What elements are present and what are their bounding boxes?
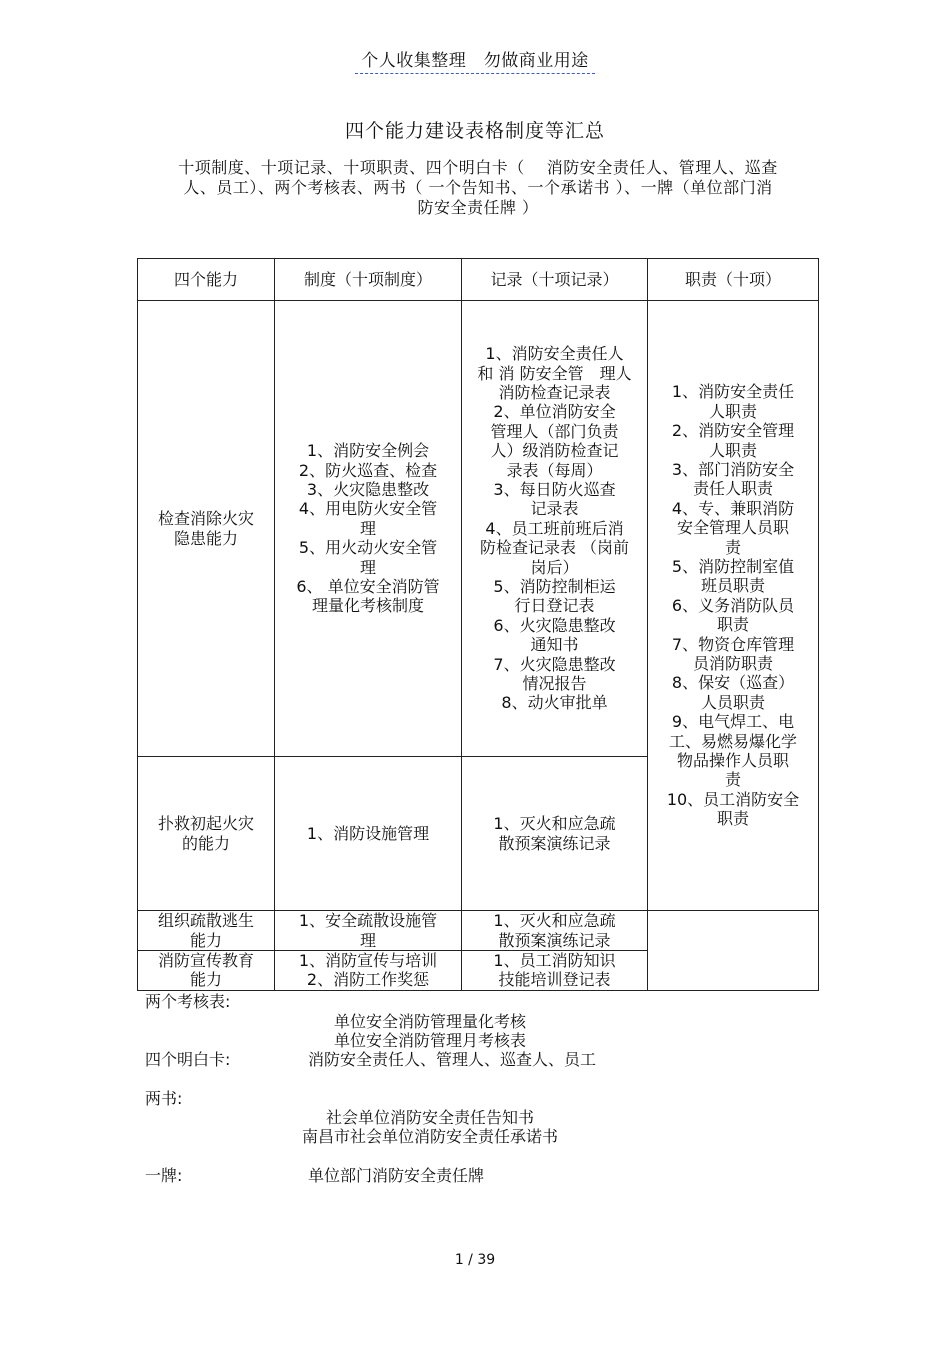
cell-line: 责	[724, 537, 741, 557]
cell-line: 人）级消防检查记	[490, 441, 619, 461]
cell-line: 消防检查记录表	[498, 382, 611, 402]
cell-line: 理量化考核制度	[311, 596, 424, 616]
header-text: 个人收集整理 勿做商业用途	[355, 51, 595, 74]
assess-label: 两个考核表:	[145, 992, 231, 1011]
cell-line: 5、消防控制柜运	[493, 577, 616, 597]
cell-line: 通知书	[530, 635, 579, 655]
capability-cell	[138, 951, 275, 991]
cell-line: 物品操作人员职	[676, 751, 789, 771]
cell-line: 检查消除火灾	[157, 509, 254, 529]
cell-line: 组织疏散逃生	[157, 911, 254, 931]
systems-cell	[275, 911, 462, 951]
cards-label: 四个明白卡:	[145, 1050, 231, 1069]
cell-line: 录表（每周）	[506, 460, 603, 480]
capability-cell	[138, 301, 275, 757]
cell-line: 理	[359, 557, 376, 577]
records-cell	[462, 757, 648, 911]
cell-line: 4、用电防火安全管	[298, 499, 438, 519]
cell-line: 情况报告	[522, 674, 587, 694]
cell-line: 2、消防工作奖惩	[306, 970, 430, 990]
cell-line: 技能培训登记表	[498, 970, 611, 990]
header-cell-capability: 四个能力	[138, 259, 275, 301]
cell-line: 7、火灾隐患整改	[493, 654, 616, 674]
cell-line: 2、单位消防安全	[493, 402, 616, 422]
cell-line: 1、消防安全例会	[306, 441, 430, 461]
cell-line: 隐患能力	[173, 528, 238, 548]
cell-line: 3、火灾隐患整改	[306, 479, 430, 499]
cell-line: 2、防火巡查、检查	[298, 460, 438, 480]
cell-line: 4、专、兼职消防	[671, 498, 795, 518]
cell-line: 能力	[189, 970, 222, 990]
intro-line: 防安全责任牌 ）	[417, 198, 539, 217]
page-number: 1 / 39	[454, 1252, 496, 1268]
records-cell	[462, 301, 648, 757]
cell-line: 的能力	[181, 833, 230, 853]
books-label: 两书:	[145, 1089, 183, 1108]
intro-paragraph	[138, 158, 818, 218]
systems-cell	[275, 951, 462, 991]
cell-line: 防检查记录表 （岗前	[479, 538, 630, 558]
duties-cell	[648, 301, 819, 911]
books-item: 南昌市社会单位消防安全责任承诺书	[301, 1127, 558, 1146]
cell-line: 责任人职责	[692, 479, 773, 499]
cell-line: 1、员工消防知识	[493, 951, 616, 970]
cell-line: 8、保安（巡查）	[671, 673, 795, 693]
cell-line: 1、消防宣传与培训	[298, 951, 438, 970]
plate-value: 单位部门消防安全责任牌	[308, 1166, 485, 1185]
records-cell	[462, 951, 648, 991]
cell-line: 散预案演练记录	[498, 833, 611, 853]
cell-line: 1、消防设施管理	[306, 823, 430, 843]
plate-label: 一牌:	[145, 1166, 183, 1185]
cell-line: 责	[724, 770, 741, 790]
cell-line: 6、火灾隐患整改	[493, 615, 616, 635]
cell-line: 职责	[716, 809, 749, 829]
cell-line: 能力	[189, 930, 222, 950]
cell-line: 8、动火审批单	[501, 693, 608, 713]
cell-line: 人员职责	[700, 692, 765, 712]
cell-line: 工、易燃易爆化学	[668, 731, 797, 751]
cell-line: 3、部门消防安全	[671, 459, 795, 479]
cards-value: 消防安全责任人、管理人、巡查人、员工	[308, 1050, 597, 1069]
header-cell-duties: 职责（十项）	[648, 259, 819, 301]
table-row	[138, 301, 819, 757]
header-cell-systems: 制度（十项制度）	[275, 259, 462, 301]
table-header-row	[138, 259, 819, 301]
empty-cell	[648, 911, 819, 991]
cell-line: 人职责	[708, 401, 757, 421]
cell-line: 理	[359, 518, 376, 538]
cell-line: 1、安全疏散设施管	[298, 911, 438, 931]
cell-line: 1、消防安全责任	[671, 382, 795, 402]
cell-line: 记录表	[530, 499, 579, 519]
cell-line: 人职责	[708, 440, 757, 460]
cell-line: 安全管理人员职	[676, 518, 789, 538]
cell-line: 6、 单位安全消防管	[296, 577, 440, 597]
cell-line: 1、灭火和应急疏	[493, 814, 616, 834]
capability-cell	[138, 757, 275, 911]
cell-line: 5、消防控制室值	[671, 556, 795, 576]
cell-line: 理	[359, 930, 376, 950]
cell-line: 1、灭火和应急疏	[493, 911, 616, 931]
cell-line: 职责	[716, 615, 749, 635]
cell-line: 1、消防安全责任人	[485, 344, 624, 364]
cell-line: 2、消防安全管理	[671, 421, 795, 441]
cell-line: 6、义务消防队员	[671, 595, 795, 615]
cell-line: 10、员工消防安全	[666, 789, 800, 809]
page-header	[0, 46, 950, 71]
books-item: 社会单位消防安全责任告知书	[325, 1108, 534, 1127]
cell-line: 和 消 防安全管 理人	[477, 363, 632, 383]
cell-line: 员消防职责	[692, 654, 773, 674]
assess-item: 单位安全消防管理量化考核	[333, 1012, 526, 1031]
cell-line: 4、员工班前班后消	[485, 518, 624, 538]
assess-item: 单位安全消防管理月考核表	[333, 1031, 526, 1050]
cell-line: 班员职责	[700, 576, 765, 596]
cell-line: 岗后）	[530, 557, 579, 577]
cell-line: 9、电气焊工、电	[671, 712, 795, 732]
header-cell-records: 记录（十项记录）	[462, 259, 648, 301]
capability-cell	[138, 911, 275, 951]
table-row	[138, 911, 819, 951]
document-title: 四个能力建设表格制度等汇总	[344, 120, 605, 142]
intro-line: 人、员工）、两个考核表、两书（ 一个告知书、一个承诺书 ）、一牌（单位部门消	[183, 178, 773, 197]
cell-line: 行日登记表	[514, 596, 595, 616]
cell-line: 管理人（部门负责	[490, 421, 619, 441]
cell-line: 7、物资仓库管理	[671, 634, 795, 654]
capability-table	[137, 258, 819, 991]
systems-cell	[275, 301, 462, 757]
systems-cell	[275, 757, 462, 911]
intro-line: 十项制度、十项记录、十项职责、四个明白卡（ 消防安全责任人、管理人、巡查	[178, 158, 778, 177]
cell-line: 3、每日防火巡查	[493, 479, 616, 499]
cell-line: 消防宣传教育	[157, 951, 254, 970]
cell-line: 扑救初起火灾	[157, 814, 254, 834]
records-cell	[462, 911, 648, 951]
cell-line: 散预案演练记录	[498, 930, 611, 950]
cell-line: 5、用火动火安全管	[298, 538, 438, 558]
